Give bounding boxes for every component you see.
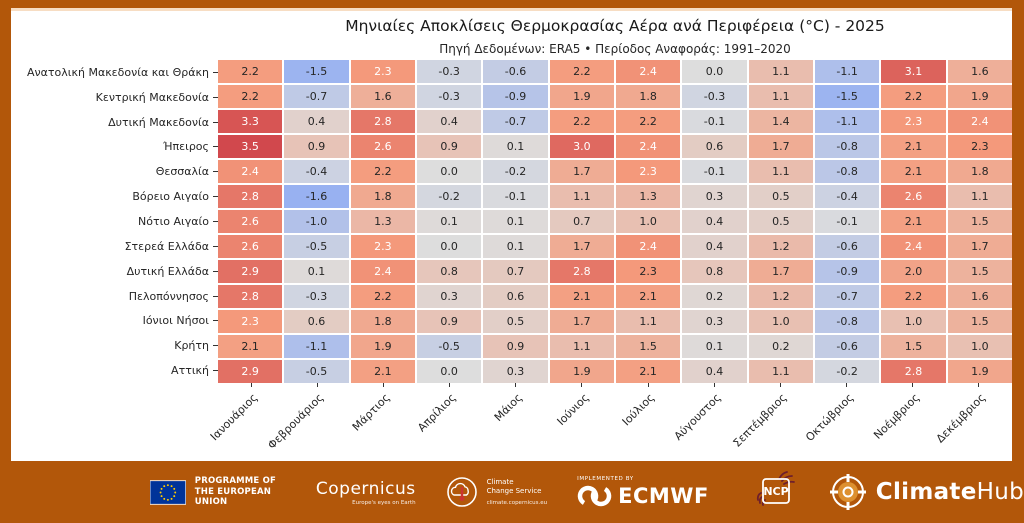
heatmap-cell: -0.8 (815, 135, 879, 158)
x-axis-label-month: Οκτώβριος (802, 391, 856, 444)
heatmap-cell: 2.1 (616, 285, 680, 308)
heatmap-cell: -0.9 (483, 85, 547, 108)
heatmap-cell: -0.8 (815, 160, 879, 183)
x-axis-label-month: Νοέμβριος (871, 391, 922, 442)
heatmap-cell: 1.5 (948, 260, 1012, 283)
heatmap-cell: 0.4 (682, 360, 746, 383)
heatmap-cell: 0.6 (483, 285, 547, 308)
heatmap-cell: 1.7 (749, 135, 813, 158)
heatmap-cell: 0.3 (682, 310, 746, 333)
copernicus-wordmark: Copernicus (315, 478, 416, 499)
heatmap-cell: 0.1 (483, 210, 547, 233)
ncp-icon (753, 467, 799, 513)
y-axis-label-region: Δυτική Μακεδονία (11, 110, 218, 135)
heatmap-cell: 2.4 (881, 235, 945, 258)
heatmap-cell: 0.1 (682, 335, 746, 358)
heatmap-cell: -0.1 (815, 210, 879, 233)
heatmap-cell: 1.5 (948, 310, 1012, 333)
x-axis-label-month: Φεβρουάριος (265, 391, 327, 452)
heatmap-cell: 2.2 (218, 85, 282, 108)
x-axis-tick (581, 383, 582, 387)
heatmap-cell: 2.8 (881, 360, 945, 383)
heatmap-cell: 0.1 (417, 210, 481, 233)
heatmap-cell: 0.7 (550, 210, 614, 233)
c3s-logo (446, 476, 548, 508)
heatmap-cell: 2.3 (881, 110, 945, 133)
heatmap-cell: 0.8 (417, 260, 481, 283)
heatmap-cell: -0.5 (417, 335, 481, 358)
heatmap-cell: -0.4 (815, 185, 879, 208)
heatmap-cell: 2.0 (881, 260, 945, 283)
heatmap-cell: 3.3 (218, 110, 282, 133)
ecmwf-logo (577, 476, 709, 508)
chart-subtitle: Πηγή Δεδομένων: ERA5 • Περίοδος Αναφοράς: 1991–2020 (439, 42, 791, 56)
heatmap-cell: 2.1 (881, 135, 945, 158)
heatmap-cell: 1.2 (749, 285, 813, 308)
y-axis-label-region: Θεσσαλία (11, 159, 218, 184)
implemented-by-label: IMPLEMENTED BY (577, 476, 634, 482)
heatmap-cell: 2.9 (218, 260, 282, 283)
heatmap-cell: -0.7 (815, 285, 879, 308)
heatmap-cell: 1.9 (948, 85, 1012, 108)
heatmap-cell: 2.2 (550, 60, 614, 83)
climatehub-light: Hub (976, 479, 1024, 505)
x-axis-tick (383, 383, 384, 387)
eu-line1: PROGRAMME OF (194, 476, 277, 487)
eu-programme-text (195, 476, 286, 508)
heatmap-cell: 0.9 (284, 135, 348, 158)
c3s-line2: Change Service (486, 486, 542, 495)
heatmap-cell: 2.2 (881, 85, 945, 108)
heatmap-cell: 1.5 (881, 335, 945, 358)
heatmap-cell: 0.7 (483, 260, 547, 283)
heatmap-cell: 1.1 (749, 360, 813, 383)
heatmap-cell: 2.4 (948, 110, 1012, 133)
chart-title: Μηνιαίες Αποκλίσεις Θερμοκρασίας Αέρα ανά Περιφέρεια (°C) - 2025 (345, 17, 885, 35)
heatmap-cell: 2.8 (218, 285, 282, 308)
heatmap-cell: 0.0 (417, 160, 481, 183)
heatmap-cell: 2.3 (616, 260, 680, 283)
heatmap-grid (218, 60, 1012, 383)
y-axis-label-region: Κρήτη (11, 333, 218, 358)
heatmap-cell: 2.4 (351, 260, 415, 283)
heatmap-cell: -0.8 (815, 310, 879, 333)
ecmwf-icon (577, 484, 613, 508)
heatmap-cell: 0.0 (417, 360, 481, 383)
heatmap-cell: 0.4 (682, 235, 746, 258)
x-axis-labels (208, 391, 1012, 461)
x-axis-ticks (218, 383, 1012, 388)
heatmap-cell: 0.4 (284, 110, 348, 133)
heatmap-cell: 2.4 (616, 235, 680, 258)
heatmap-cell: 2.8 (351, 110, 415, 133)
heatmap-cell: 2.3 (948, 135, 1012, 158)
heatmap-cell: -1.1 (815, 110, 879, 133)
heatmap-cell: 1.5 (616, 335, 680, 358)
heatmap-cell: -1.5 (815, 85, 879, 108)
heatmap-cell: 2.1 (881, 210, 945, 233)
heatmap-cell: 2.2 (616, 110, 680, 133)
heatmap-cell: 1.0 (948, 335, 1012, 358)
heatmap-cell: 1.9 (948, 360, 1012, 383)
heatmap-cell: 1.8 (948, 160, 1012, 183)
ncp-logo (753, 467, 799, 517)
x-axis-label-month: Ιούνιος (554, 391, 592, 429)
c3s-text (487, 478, 548, 506)
heatmap-cell: 1.8 (351, 185, 415, 208)
heatmap-cell: 1.3 (616, 185, 680, 208)
y-axis-label-region: Ανατολική Μακεδονία και Θράκη (11, 60, 218, 85)
heatmap-cell: 1.7 (550, 235, 614, 258)
footer-logos (0, 461, 1024, 523)
heatmap-cell: 1.7 (550, 310, 614, 333)
heatmap-cell: 1.1 (749, 160, 813, 183)
y-axis-labels (11, 60, 218, 383)
c3s-line1: Climate (486, 478, 514, 487)
x-axis-label-month: Αύγουστος (671, 391, 724, 443)
y-axis-label-region: Πελοπόννησος (11, 284, 218, 309)
heatmap-cell: 2.4 (218, 160, 282, 183)
heatmap-cell: 2.4 (616, 135, 680, 158)
svg-text:NCP: NCP (763, 485, 789, 498)
y-axis-label-region: Ιόνιοι Νήσοι (11, 308, 218, 333)
climatehub-icon (829, 473, 867, 511)
y-axis-label-region: Δυτική Ελλάδα (11, 259, 218, 284)
heatmap-cell: -0.6 (815, 235, 879, 258)
x-axis-label-month: Μάιος (491, 391, 525, 424)
heatmap-cell: -0.3 (682, 85, 746, 108)
plot-panel (11, 8, 1012, 461)
top-accent-line (11, 8, 1012, 11)
heatmap-cell: 1.7 (550, 160, 614, 183)
heatmap-cell: -0.7 (284, 85, 348, 108)
eu-flag-logo (150, 476, 286, 508)
y-axis-label-region: Νότιο Αιγαίο (11, 209, 218, 234)
heatmap-cell: -0.3 (284, 285, 348, 308)
heatmap-cell: 2.2 (351, 160, 415, 183)
climatehub-wordmark (876, 479, 1024, 505)
heatmap-cell: 2.4 (616, 60, 680, 83)
ecmwf-wordmark: ECMWF (618, 484, 709, 508)
heatmap-cell: 1.4 (749, 110, 813, 133)
heatmap-cell: 2.1 (351, 360, 415, 383)
climatehub-logo (829, 473, 1024, 511)
heatmap-cell: 2.6 (351, 135, 415, 158)
heatmap-cell: -0.9 (815, 260, 879, 283)
heatmap-cell: 1.6 (351, 85, 415, 108)
heatmap-cell: 1.1 (550, 335, 614, 358)
x-axis-label-month: Σεπτέμβριος (730, 391, 790, 450)
eu-line2: THE EUROPEAN UNION (194, 486, 272, 508)
x-axis-label-month: Ιανουάριος (208, 391, 261, 444)
heatmap-cell: 0.5 (749, 185, 813, 208)
heatmap-cell: 1.8 (351, 310, 415, 333)
heatmap-cell: 0.4 (682, 210, 746, 233)
heatmap-cell: 1.8 (616, 85, 680, 108)
heatmap-cell: 1.2 (749, 235, 813, 258)
heatmap-cell: 0.5 (483, 310, 547, 333)
heatmap-cell: 0.5 (749, 210, 813, 233)
heatmap-cell: -0.2 (483, 160, 547, 183)
heatmap-cell: 2.8 (550, 260, 614, 283)
heatmap-cell: 3.1 (881, 60, 945, 83)
heatmap-cell: -0.3 (417, 60, 481, 83)
heatmap-cell: 3.5 (218, 135, 282, 158)
heatmap-cell: -1.5 (284, 60, 348, 83)
heatmap-cell: -0.6 (483, 60, 547, 83)
heatmap-cell: 2.2 (881, 285, 945, 308)
heatmap-cell: 0.9 (483, 335, 547, 358)
x-axis-label-month: Ιούλιος (619, 391, 658, 429)
x-axis-tick (846, 383, 847, 387)
heatmap-cell: -0.7 (483, 110, 547, 133)
y-axis-label-region: Κεντρική Μακεδονία (11, 85, 218, 110)
heatmap-cell: -1.0 (284, 210, 348, 233)
heatmap-cell: 0.3 (682, 185, 746, 208)
x-axis-tick (648, 383, 649, 387)
heatmap-cell: 2.1 (616, 360, 680, 383)
heatmap-cell: 2.9 (218, 360, 282, 383)
x-axis-tick (978, 383, 979, 387)
heatmap-cell: -0.2 (815, 360, 879, 383)
heatmap-cell: -1.1 (284, 335, 348, 358)
heatmap-cell: 0.9 (417, 135, 481, 158)
heatmap-cell: 1.3 (351, 210, 415, 233)
heatmap-cell: -0.1 (483, 185, 547, 208)
heatmap-cell: -0.2 (417, 185, 481, 208)
y-axis-label-region: Αττική (11, 358, 218, 383)
heatmap-cell: 2.2 (218, 60, 282, 83)
heatmap-cell: 1.0 (616, 210, 680, 233)
heatmap-cell: 0.1 (483, 135, 547, 158)
climate-change-service-icon (446, 476, 478, 508)
heatmap-cell: -0.5 (284, 235, 348, 258)
heatmap-cell: 2.6 (218, 210, 282, 233)
heatmap-cell: 0.2 (749, 335, 813, 358)
heatmap-cell: 0.1 (483, 235, 547, 258)
heatmap-cell: 2.2 (351, 285, 415, 308)
heatmap-cell: 1.6 (948, 60, 1012, 83)
heatmap-cell: 2.3 (616, 160, 680, 183)
heatmap-cell: 1.9 (351, 335, 415, 358)
heatmap-cell: -0.4 (284, 160, 348, 183)
heatmap-cell: 0.4 (417, 110, 481, 133)
x-axis-tick (317, 383, 318, 387)
heatmap-cell: 3.0 (550, 135, 614, 158)
copernicus-logo (316, 479, 416, 506)
x-axis-tick (449, 383, 450, 387)
heatmap-cell: 2.3 (218, 310, 282, 333)
climatehub-bold: Climate (875, 479, 977, 505)
heatmap-cell: 2.1 (218, 335, 282, 358)
heatmap-cell: 1.7 (948, 235, 1012, 258)
heatmap-cell: 2.1 (550, 285, 614, 308)
y-axis-label-region: Στερεά Ελλάδα (11, 234, 218, 259)
heatmap-cell: 1.0 (749, 310, 813, 333)
y-axis-label-region: Βόρειο Αιγαίο (11, 184, 218, 209)
c3s-url: climate.copernicus.eu (486, 499, 548, 506)
heatmap-cell: -0.1 (682, 160, 746, 183)
heatmap-cell: 1.0 (881, 310, 945, 333)
heatmap-cell: 0.3 (417, 285, 481, 308)
heatmap-cell: 1.5 (948, 210, 1012, 233)
heatmap-cell: 1.1 (550, 185, 614, 208)
x-axis-label-month: Δεκέμβριος (933, 391, 989, 446)
x-axis-tick (912, 383, 913, 387)
x-axis-label-month: Απρίλιος (415, 391, 459, 435)
heatmap-cell: 2.3 (351, 235, 415, 258)
heatmap-cell: -1.6 (284, 185, 348, 208)
heatmap-cell: 1.1 (616, 310, 680, 333)
heatmap-cell: 0.9 (417, 310, 481, 333)
x-axis-tick (780, 383, 781, 387)
heatmap-cell: 0.6 (682, 135, 746, 158)
heatmap-cell: 2.3 (351, 60, 415, 83)
heatmap-cell: 1.1 (749, 60, 813, 83)
heatmap-cell: 1.1 (749, 85, 813, 108)
heatmap-cell: 0.1 (284, 260, 348, 283)
x-axis-tick (714, 383, 715, 387)
heatmap-cell: -0.6 (815, 335, 879, 358)
heatmap-cell: 2.6 (218, 235, 282, 258)
heatmap-cell: 2.1 (881, 160, 945, 183)
heatmap-cell: 1.6 (948, 285, 1012, 308)
heatmap-cell: 1.7 (749, 260, 813, 283)
heatmap-cell: 0.2 (682, 285, 746, 308)
y-axis-label-region: Ήπειρος (11, 135, 218, 160)
heatmap-cell: 0.8 (682, 260, 746, 283)
heatmap-cell: 0.6 (284, 310, 348, 333)
heatmap-cell: -0.3 (417, 85, 481, 108)
heatmap-cell: -0.1 (682, 110, 746, 133)
heatmap-cell: 2.8 (218, 185, 282, 208)
x-axis-tick (515, 383, 516, 387)
heatmap-cell: 0.3 (483, 360, 547, 383)
eu-flag-icon (150, 478, 186, 507)
heatmap-cell: 1.9 (550, 360, 614, 383)
x-axis-label-month: Μάρτιος (350, 391, 393, 434)
heatmap-cell: 2.6 (881, 185, 945, 208)
heatmap-cell: 0.0 (682, 60, 746, 83)
x-axis-tick (251, 383, 252, 387)
copernicus-tagline: Europe's eyes on Earth (352, 499, 416, 506)
heatmap-cell: -1.1 (815, 60, 879, 83)
heatmap-cell: 1.1 (948, 185, 1012, 208)
heatmap-cell: -0.5 (284, 360, 348, 383)
heatmap-cell: 0.0 (417, 235, 481, 258)
heatmap-cell: 1.9 (550, 85, 614, 108)
heatmap-cell: 2.2 (550, 110, 614, 133)
